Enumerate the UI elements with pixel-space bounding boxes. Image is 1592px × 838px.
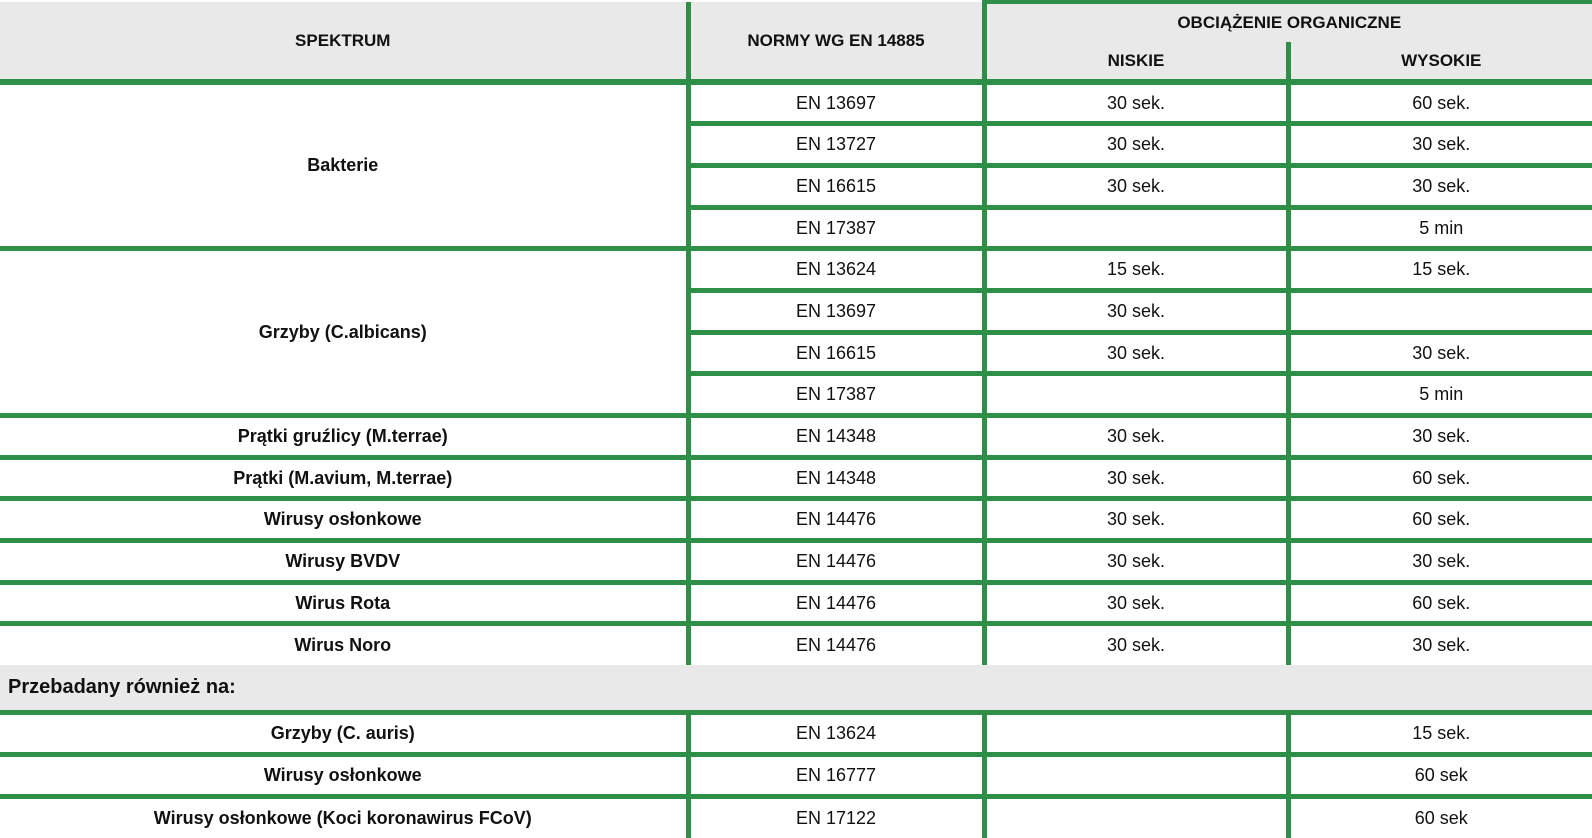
niskie-cell: 30 sek. <box>984 457 1288 499</box>
spectrum-cell: Wirus Noro <box>0 624 688 666</box>
norm-cell: EN 14348 <box>688 457 984 499</box>
norm-cell: EN 14476 <box>688 624 984 666</box>
niskie-cell: 30 sek. <box>984 582 1288 624</box>
niskie-cell: 30 sek. <box>984 332 1288 374</box>
norm-cell: EN 14476 <box>688 582 984 624</box>
wysokie-cell: 60 sek <box>1414 807 1468 828</box>
wysokie-cell: 30 sek. <box>1288 165 1592 207</box>
spectrum-cell: Wirus Rota <box>0 582 688 624</box>
niskie-cell: 30 sek. <box>984 415 1288 457</box>
spectrum-group-bakterie: Bakterie <box>0 82 688 249</box>
niskie-cell <box>984 754 1288 796</box>
column-header-spektrum: SPEKTRUM <box>0 2 688 82</box>
wysokie-cell: 60 sek <box>1288 754 1592 796</box>
spectrum-cell: Prątki (M.avium, M.terrae) <box>0 457 688 499</box>
header-row-1 <box>0 2 1592 42</box>
table-row <box>0 82 1592 124</box>
section-header: Przebadany również na: <box>0 665 1592 712</box>
norm-cell: EN 14348 <box>688 415 984 457</box>
norm-cell: EN 13624 <box>688 249 984 291</box>
wysokie-cell: 60 sek. <box>1288 582 1592 624</box>
norm-cell: EN 14476 <box>688 499 984 541</box>
niskie-cell <box>984 713 1288 755</box>
wysokie-cell: 30 sek. <box>1288 124 1592 166</box>
niskie-cell <box>984 207 1288 249</box>
niskie-cell: 30 sek. <box>984 124 1288 166</box>
norm-cell: EN 17122 <box>688 796 984 838</box>
wysokie-cell: 60 sek. <box>1288 457 1592 499</box>
wysokie-cell: 60 sek. <box>1288 499 1592 541</box>
niskie-cell: 30 sek. <box>984 165 1288 207</box>
table-row <box>0 796 1592 838</box>
norm-cell: EN 16777 <box>688 754 984 796</box>
spectrum-cell: Wirusy osłonkowe <box>0 754 688 796</box>
table-row <box>0 713 1592 755</box>
column-header-niskie: NISKIE <box>984 42 1288 82</box>
table-row <box>0 499 1592 541</box>
norm-cell: EN 17387 <box>688 207 984 249</box>
column-header-obciazenie-organiczne: OBCIĄŻENIE ORGANICZNE <box>984 2 1592 42</box>
spectrum-cell: Grzyby (C. auris) <box>0 713 688 755</box>
section-header-row <box>0 665 1592 712</box>
niskie-cell: 15 sek. <box>984 249 1288 291</box>
spectrum-cell: Prątki gruźlicy (M.terrae) <box>0 415 688 457</box>
wysokie-cell: 5 min <box>1288 207 1592 249</box>
table-row <box>0 582 1592 624</box>
table-row <box>0 540 1592 582</box>
wysokie-cell: 15 sek. <box>1288 713 1592 755</box>
niskie-cell: 30 sek. <box>984 540 1288 582</box>
norm-cell: EN 13624 <box>688 713 984 755</box>
norm-cell: EN 16615 <box>688 332 984 374</box>
spectrum-group-grzyby: Grzyby (C.albicans) <box>0 249 688 416</box>
niskie-cell: 30 sek. <box>984 82 1288 124</box>
column-header-normy: NORMY WG EN 14885 <box>688 2 984 82</box>
column-header-wysokie: WYSOKIE <box>1288 42 1592 82</box>
table-row <box>0 415 1592 457</box>
norm-cell: EN 16615 <box>688 165 984 207</box>
table-row <box>0 624 1592 666</box>
table-row <box>0 457 1592 499</box>
niskie-cell: 30 sek. <box>984 499 1288 541</box>
norm-cell: EN 13697 <box>688 290 984 332</box>
wysokie-cell: 30 sek. <box>1288 415 1592 457</box>
norm-cell: EN 13727 <box>688 124 984 166</box>
wysokie-cell: 30 sek. <box>1288 540 1592 582</box>
wysokie-cell: 5 min <box>1288 374 1592 416</box>
table-row <box>0 249 1592 291</box>
norm-cell: EN 14476 <box>688 540 984 582</box>
norm-cell: EN 17387 <box>688 374 984 416</box>
table-row <box>0 754 1592 796</box>
wysokie-cell: 60 sek. <box>1288 82 1592 124</box>
wysokie-cell: 30 sek. <box>1412 635 1471 656</box>
wysokie-cell: 15 sek. <box>1288 249 1592 291</box>
spectrum-cell: Wirusy osłonkowe <box>0 499 688 541</box>
niskie-cell <box>984 796 1288 838</box>
niskie-cell: 30 sek. <box>984 624 1288 666</box>
norm-cell: EN 13697 <box>688 82 984 124</box>
spectrum-cell: Wirusy BVDV <box>0 540 688 582</box>
spectrum-cell: Wirusy osłonkowe (Koci koronawirus FCoV) <box>0 796 688 838</box>
wysokie-cell: 30 sek. <box>1288 332 1592 374</box>
niskie-cell: 30 sek. <box>984 290 1288 332</box>
niskie-cell <box>984 374 1288 416</box>
wysokie-cell <box>1288 290 1592 332</box>
